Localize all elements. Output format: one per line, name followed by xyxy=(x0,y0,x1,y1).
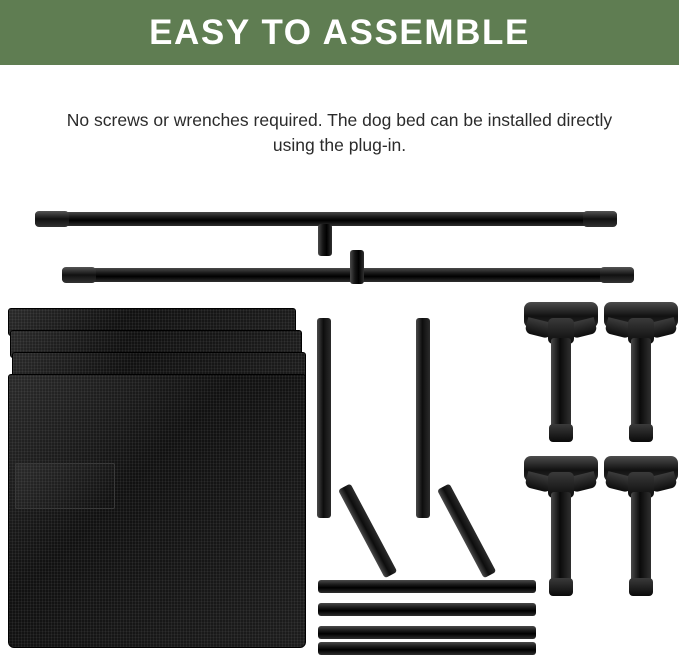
t-foot-3-post xyxy=(551,492,571,584)
fabric-main-panel xyxy=(8,374,306,648)
straight-tube-2 xyxy=(318,603,536,616)
long-bottom-rail-left-cap xyxy=(62,267,96,283)
t-foot-3 xyxy=(524,456,598,598)
bent-leg-left-upper xyxy=(317,318,331,518)
long-bottom-rail xyxy=(62,268,634,282)
t-foot-2 xyxy=(604,302,678,444)
long-bottom-rail-right-cap xyxy=(600,267,634,283)
long-top-rail-right-cap xyxy=(583,211,617,227)
parts-photo xyxy=(0,190,679,656)
long-top-rail-left-cap xyxy=(35,211,69,227)
bent-leg-right-upper xyxy=(416,318,430,518)
long-bottom-rail-stub xyxy=(350,250,364,284)
subtitle-text: No screws or wrenches required. The dog bed can be installed directly using the plug-in. xyxy=(66,110,613,155)
t-foot-4 xyxy=(604,456,678,598)
t-foot-2-cap xyxy=(629,424,653,442)
header-banner xyxy=(0,0,679,65)
t-foot-1-post xyxy=(551,338,571,430)
t-foot-4-post xyxy=(631,492,651,584)
fabric-cover xyxy=(8,308,298,646)
t-foot-1-cap xyxy=(549,424,573,442)
bent-leg-left-lower xyxy=(338,483,397,578)
bent-leg-right-lower xyxy=(437,483,496,578)
straight-tube-1 xyxy=(318,580,536,593)
t-foot-3-cap xyxy=(549,578,573,596)
t-foot-2-post xyxy=(631,338,651,430)
straight-tube-3 xyxy=(318,626,536,639)
t-foot-1 xyxy=(524,302,598,444)
straight-tube-4 xyxy=(318,642,536,655)
long-top-rail-stub xyxy=(318,224,332,256)
t-foot-4-cap xyxy=(629,578,653,596)
page-title: EASY TO ASSEMBLE xyxy=(149,13,530,52)
fabric-pocket-flap xyxy=(15,463,115,509)
